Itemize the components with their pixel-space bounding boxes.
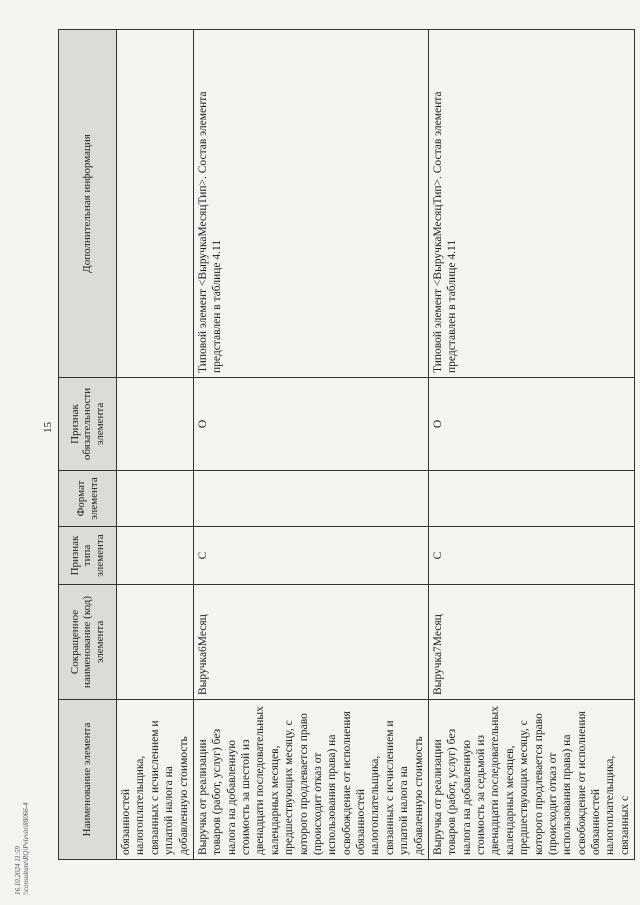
element-spec-table <box>58 29 635 860</box>
header-additional-info: Дополнительная информация <box>59 30 117 378</box>
cell-name: Выручка от реализации товаров (работ, услуг) без налога на добавленную стоимость за шестой из двенадцати последовательных календарных месяцев, предшествующих месяцу, с которого продлевается право (происходит отказ от использования права) на освобождение от исполнения обязанностей налогоплательщика, связанных с исчислением и уплатой налога на добавленную стоимость <box>193 700 428 860</box>
footer-path: \\consultant\RQ\Pvlevin\88066-4 <box>22 802 31 895</box>
cell-info: Типовой элемент <ВыручкаМесяцТип>. Состав элемента представлен в таблице 4.11 <box>193 30 428 378</box>
header-element-required: Признак обязательности элемента <box>59 378 117 471</box>
page-number: 15 <box>42 422 54 433</box>
table-row <box>117 30 194 860</box>
cell-type: С <box>428 527 634 585</box>
header-element-name: Наименование элемента <box>59 700 117 860</box>
cell-info: Типовой элемент <ВыручкаМесяцТип>. Состав элемента представлен в таблице 4.11 <box>428 30 634 378</box>
footer-timestamp: 16.10.2024 11:59 <box>14 845 22 895</box>
cell-format <box>193 471 428 527</box>
cell-format <box>428 471 634 527</box>
cell-required: О <box>428 378 634 471</box>
table-row <box>428 30 634 860</box>
cell-code <box>117 585 194 700</box>
cell-info <box>117 30 194 378</box>
header-element-format: Формат элемента <box>59 471 117 527</box>
cell-required <box>117 378 194 471</box>
cell-type: С <box>193 527 428 585</box>
table-row <box>193 30 428 860</box>
document-footer <box>14 802 31 895</box>
cell-name: обязанностей налогоплательщика, связанных с исчислением и уплатой налога на добавленную стоимость <box>117 700 194 860</box>
cell-required: О <box>193 378 428 471</box>
cell-name: Выручка от реализации товаров (работ, услуг) без налога на добавленную стоимость за седьмой из двенадцати последовательных календарных месяцев, предшествующих месяцу, с которого продлевается право (происходит отказ от использования права) на освобождение от исполнения обязанностей налогоплательщика, связанных с <box>428 700 634 860</box>
cell-format <box>117 471 194 527</box>
cell-code: Выручка7Месяц <box>428 585 634 700</box>
cell-code: Выручка6Месяц <box>193 585 428 700</box>
header-element-type: Признак типа элемента <box>59 527 117 585</box>
rotated-table-container <box>58 30 631 860</box>
cell-type <box>117 527 194 585</box>
header-element-code: Сокращенное наименование (код) элемента <box>59 585 117 700</box>
